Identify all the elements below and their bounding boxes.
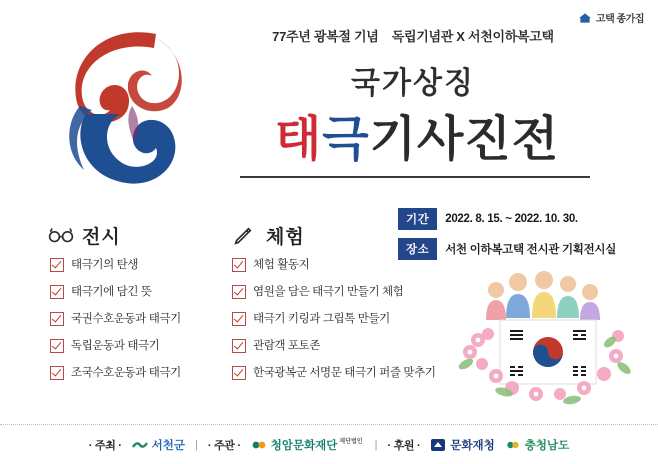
footer-organizer-label: · 주관 · bbox=[207, 440, 241, 452]
footer-sponsor-org-1 bbox=[430, 437, 494, 453]
glasses-icon bbox=[48, 225, 74, 247]
list-item-label: 염원을 담은 태극기 만들기 체험 bbox=[253, 286, 404, 298]
seocheon-logo-icon bbox=[132, 437, 148, 453]
info-tag-place: 장소 bbox=[398, 238, 437, 260]
footer-organizer-superscript: 재단법인 bbox=[339, 438, 363, 445]
list-item bbox=[232, 312, 447, 326]
footer-sponsor-label: · 후원 · bbox=[387, 440, 421, 452]
list-item-label: 관람객 포토존 bbox=[253, 340, 321, 352]
list-item-label: 체험 활동지 bbox=[253, 259, 310, 271]
list-item bbox=[50, 339, 225, 353]
top-logo bbox=[578, 10, 644, 25]
check-icon bbox=[50, 312, 64, 326]
title-char-red: 태 bbox=[274, 113, 323, 166]
title-divider bbox=[240, 176, 590, 178]
exhibit-item-list bbox=[50, 258, 225, 393]
family-flag-illustration bbox=[452, 268, 648, 418]
title-char-blue: 극 bbox=[322, 113, 370, 166]
list-item-label: 조국수호운동과 태극기 bbox=[71, 367, 181, 379]
check-icon bbox=[50, 366, 64, 380]
title-rest: 기사진전 bbox=[369, 113, 560, 166]
poster-title-line2 bbox=[222, 100, 612, 169]
pen-icon bbox=[232, 225, 258, 247]
section-heading-exhibit-label: 전시 bbox=[82, 227, 121, 248]
chungnam-logo-icon bbox=[505, 437, 521, 453]
list-item bbox=[50, 312, 225, 326]
footer-organizer-org-label: 청암문화재단 bbox=[270, 440, 338, 452]
list-item bbox=[50, 366, 225, 380]
check-icon bbox=[232, 339, 246, 353]
info-row-place bbox=[398, 238, 648, 260]
footer-host-label: · 주최 · bbox=[88, 440, 122, 452]
cheongam-logo-icon bbox=[251, 437, 267, 453]
check-icon bbox=[232, 366, 246, 380]
section-heading-experience bbox=[232, 222, 305, 249]
footer-host-org bbox=[132, 437, 185, 453]
list-item bbox=[50, 258, 225, 272]
list-item bbox=[232, 339, 447, 353]
top-logo-label: 고택 종가집 bbox=[595, 14, 644, 25]
section-heading-experience-label: 체험 bbox=[266, 227, 305, 248]
info-row-period bbox=[398, 208, 648, 230]
info-value-period: 2022. 8. 15. ~ 2022. 10. 30. bbox=[445, 213, 578, 225]
footer-sponsor-org-2-label: 충청남도 bbox=[524, 440, 570, 452]
list-item-label: 태극기 키링과 그립톡 만들기 bbox=[253, 313, 390, 325]
list-item-label: 태극기의 탄생 bbox=[71, 259, 139, 271]
list-item-label: 국권수호운동과 태극기 bbox=[71, 313, 181, 325]
footer-organizer-org bbox=[251, 437, 365, 453]
taegeuk-brush-graphic bbox=[36, 22, 211, 197]
poster-title-line1: 국가상징 bbox=[351, 67, 475, 100]
info-value-place: 서천 이하복고택 전시관 기획전시실 bbox=[445, 244, 617, 256]
footer-credits-bar bbox=[0, 424, 658, 464]
check-icon bbox=[232, 258, 246, 272]
section-heading-exhibit bbox=[48, 222, 121, 249]
list-item bbox=[232, 285, 447, 299]
poster-subtitle: 77주년 광복절 기념 독립기념관 X 서천이하복고택 bbox=[272, 29, 554, 44]
footer-sponsor-org-1-label: 문화재청 bbox=[450, 440, 495, 452]
footer-separator: | bbox=[195, 439, 198, 451]
check-icon bbox=[50, 258, 64, 272]
check-icon bbox=[50, 285, 64, 299]
info-block bbox=[398, 208, 648, 268]
footer-sponsor-org-2 bbox=[505, 437, 569, 453]
check-icon bbox=[50, 339, 64, 353]
check-icon bbox=[232, 312, 246, 326]
info-tag-period: 기간 bbox=[398, 208, 437, 230]
check-icon bbox=[232, 285, 246, 299]
list-item-label: 한국광복군 서명문 태극기 퍼즐 맞추기 bbox=[253, 367, 436, 379]
list-item bbox=[50, 285, 225, 299]
footer-separator: | bbox=[374, 439, 378, 451]
cha-logo-icon bbox=[430, 437, 446, 453]
footer-host-org-label: 서천군 bbox=[151, 440, 185, 452]
list-item bbox=[232, 366, 447, 380]
list-item-label: 태극기에 담긴 뜻 bbox=[71, 286, 152, 298]
list-item-label: 독립운동과 태극기 bbox=[71, 340, 160, 352]
house-icon bbox=[578, 11, 592, 25]
experience-item-list bbox=[232, 258, 447, 393]
